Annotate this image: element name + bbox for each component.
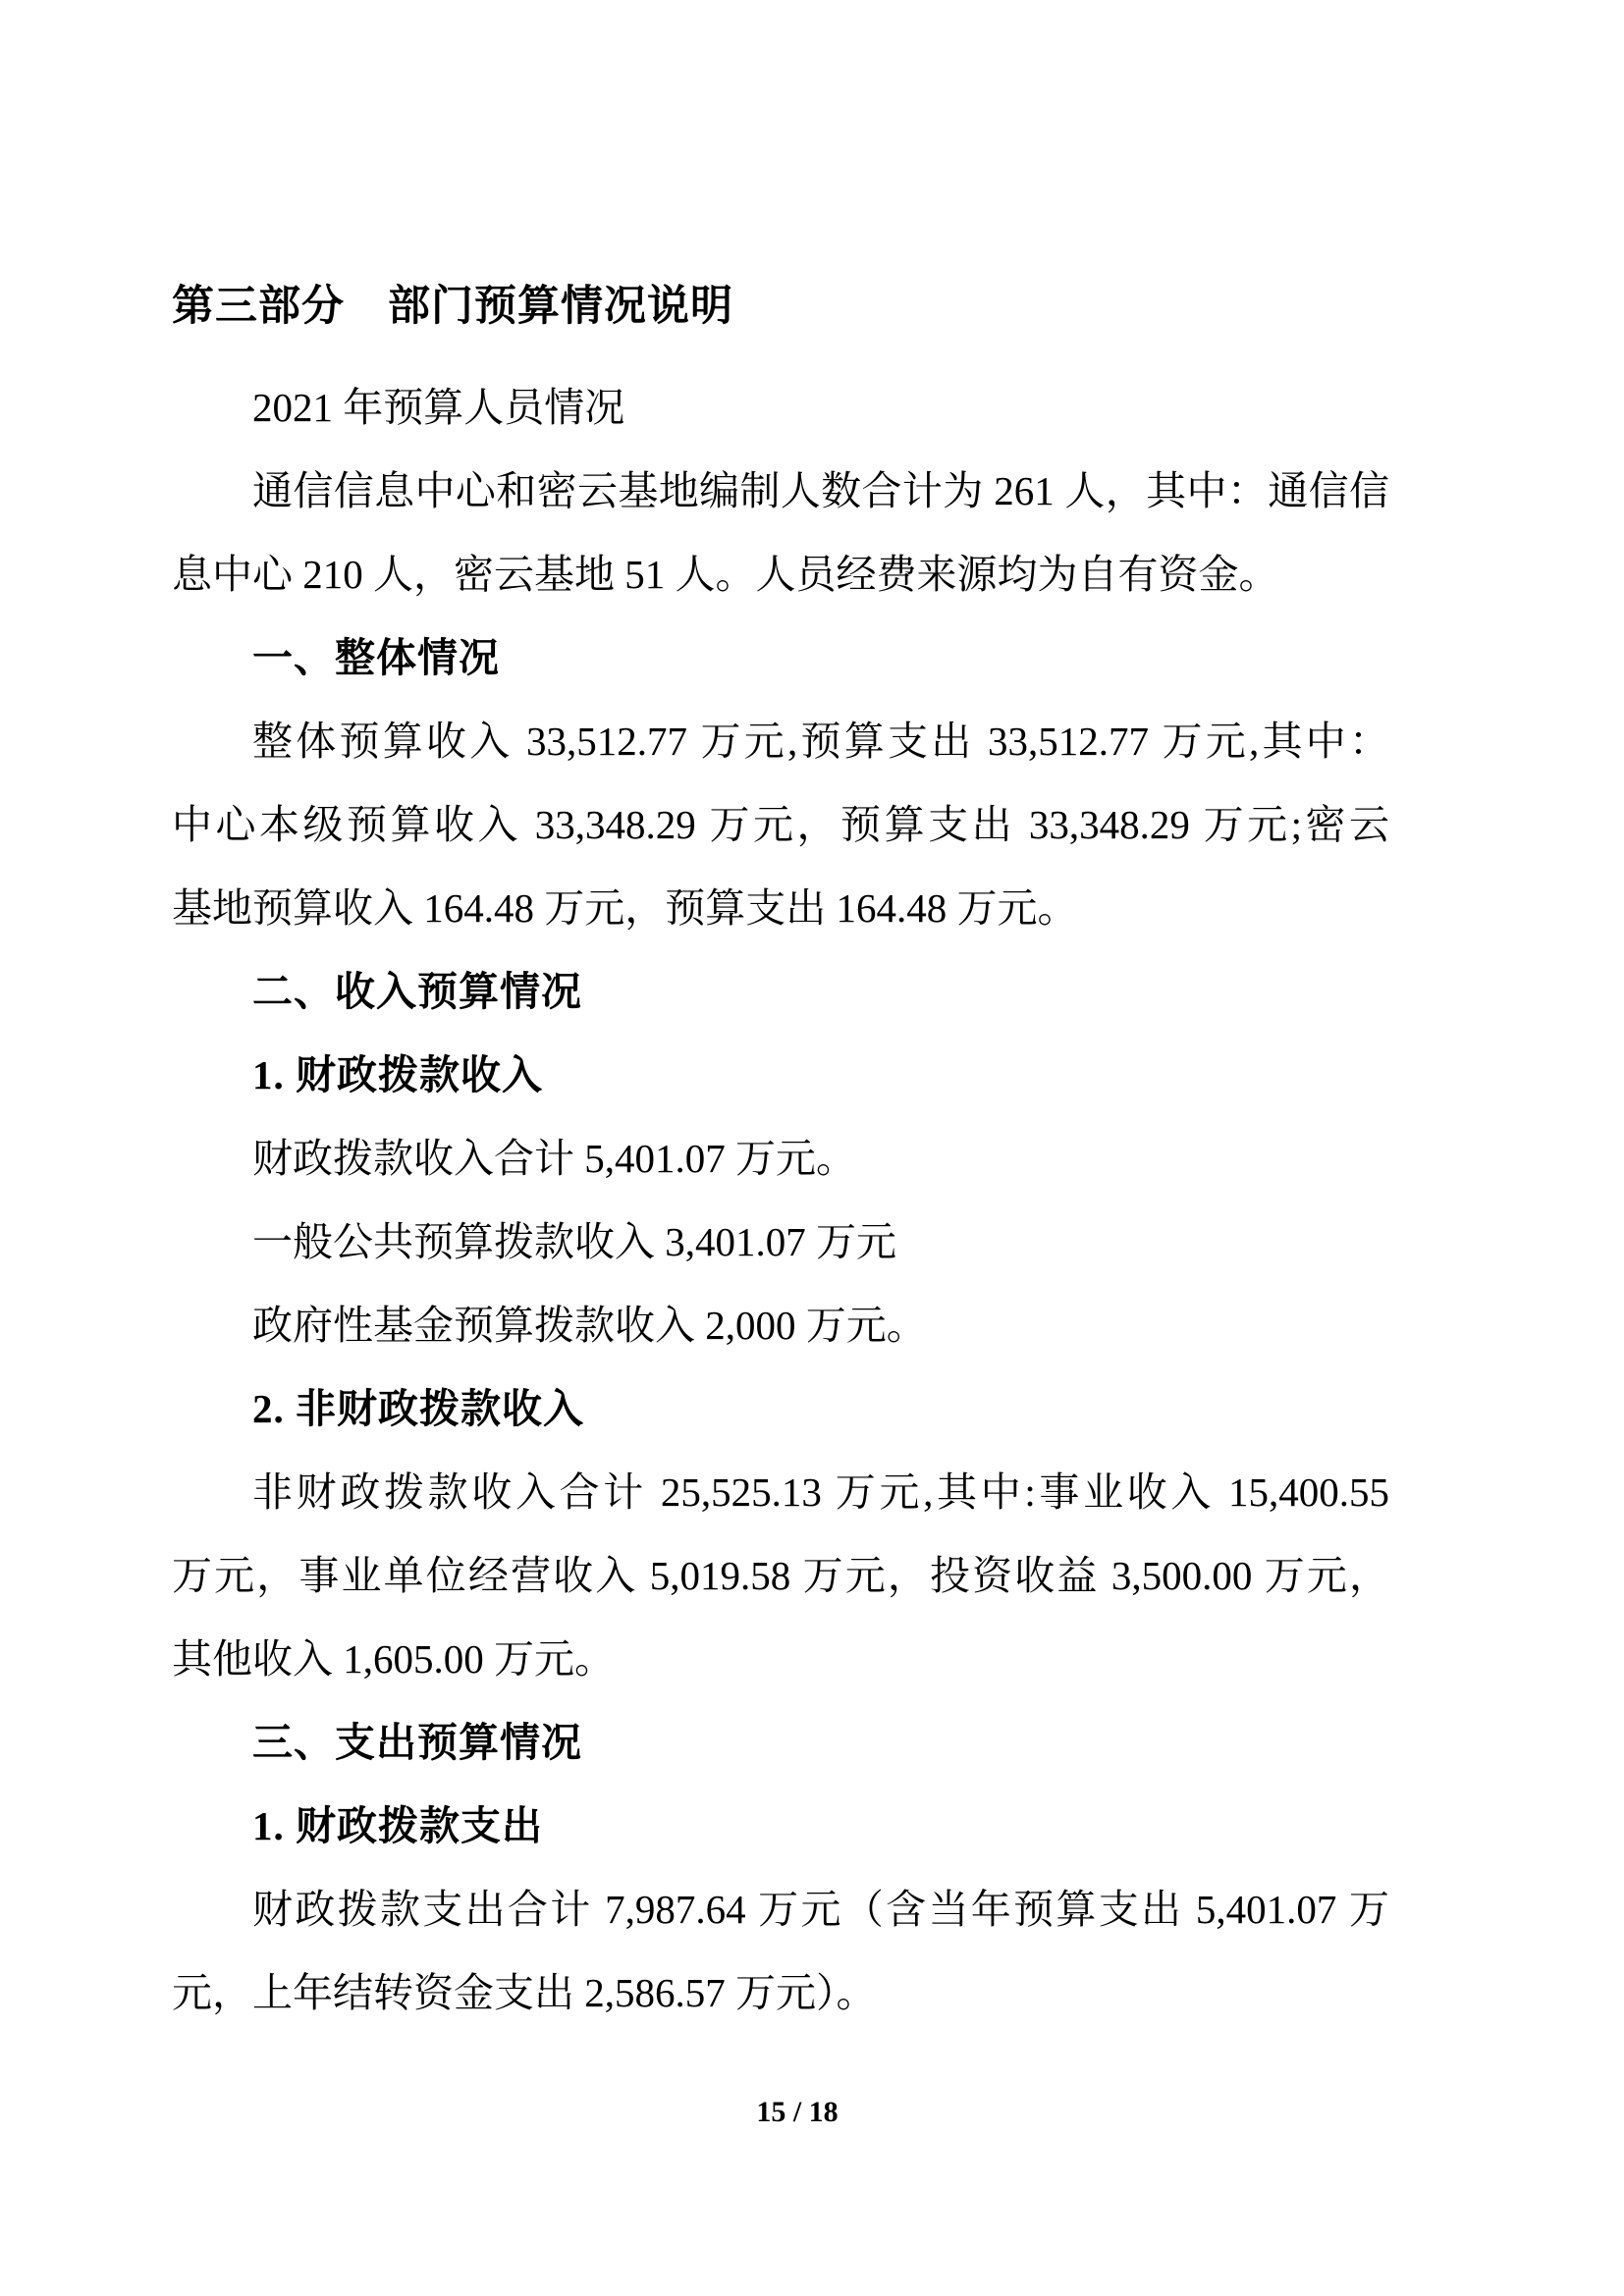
section-title: 第三部分 部门预算情况说明 [172, 283, 733, 330]
text-line: 元，上年结转资金支出 2,586.57 万元）。 [172, 1970, 877, 2015]
text-line: 2021 年预算人员情况 [252, 385, 625, 430]
text-line: 三、支出预算情况 [252, 1720, 582, 1765]
text-line: 政府性基金预算拨款收入 2,000 万元。 [252, 1303, 927, 1348]
text-line: 2. 非财政拨款收入 [252, 1386, 584, 1431]
page-number: 15 / 18 [756, 2096, 839, 2128]
text-line: 中心本级预算收入 33,348.29 万元，预算支出 33,348.29 万元;密云 [172, 802, 1389, 847]
text-line: 1. 财政拨款支出 [252, 1803, 543, 1848]
text-line: 整体预算收入 33,512.77 万元,预算支出 33,512.77 万元,其中： [252, 719, 1389, 764]
text-line: 一、整体情况 [252, 635, 500, 680]
document-content [172, 265, 1389, 2035]
text-line: 一般公共预算拨款收入 3,401.07 万元 [252, 1219, 896, 1264]
text-line: 基地预算收入 164.48 万元，预算支出 164.48 万元。 [172, 885, 1078, 931]
text-line: 二、收入预算情况 [252, 969, 582, 1014]
text-line: 万元，事业单位经营收入 5,019.58 万元，投资收益 3,500.00 万元， [172, 1553, 1389, 1598]
text-line: 通信信息中心和密云基地编制人数合计为 261 人，其中：通信信 [252, 468, 1389, 513]
text-line: 财政拨款支出合计 7,987.64 万元（含当年预算支出 5,401.07 万 [252, 1887, 1389, 1932]
text-line: 非财政拨款收入合计 25,525.13 万元,其中:事业收入 15,400.55 [252, 1469, 1389, 1515]
text-line: 财政拨款收入合计 5,401.07 万元。 [252, 1136, 856, 1181]
text-line: 息中心 210 人，密云基地 51 人。人员经费来源均为自有资金。 [172, 552, 1279, 597]
document-body [172, 366, 1389, 2035]
text-line: 1. 财政拨款收入 [252, 1052, 543, 1097]
text-line: 其他收入 1,605.00 万元。 [172, 1636, 615, 1682]
